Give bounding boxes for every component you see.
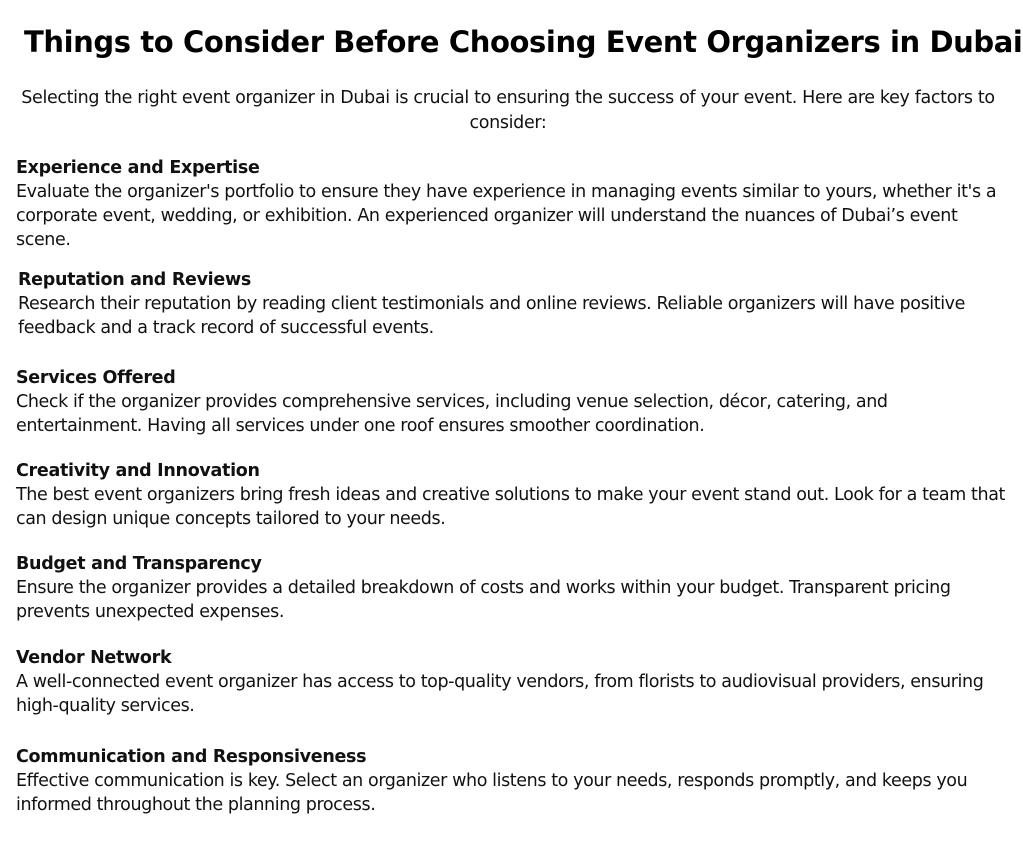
section-creativity-and-innovation [16,459,1006,531]
section-reputation-and-reviews [18,268,1008,340]
section-body: Evaluate the organizer's portfolio to ensure they have experience in managing events similar to yours, whether it's a corporate event, wedding, or exhibition. An experienced organizer will understand the nuances of Dubai’s event scene. [16,182,997,250]
section-heading: Vendor Network [16,648,172,668]
intro-paragraph: Selecting the right event organizer in Dubai is crucial to ensuring the success of your event. Here are key factors to consider: [21,88,995,133]
section-body: The best event organizers bring fresh ideas and creative solutions to make your event stand out. Look for a team that can design unique concepts tailored to your needs. [16,485,1005,529]
section-body: Check if the organizer provides comprehensive services, including venue selection, décor, catering, and entertainment. Having all services under one roof ensures smoother coordination. [16,392,888,436]
section-heading: Creativity and Innovation [16,461,260,481]
section-vendor-network [16,646,1006,718]
section-budget-and-transparency [16,552,1006,624]
section-heading: Budget and Transparency [16,554,262,574]
section-heading: Communication and Responsiveness [16,747,367,767]
section-heading: Experience and Expertise [16,158,260,178]
section-body: A well-connected event organizer has access to top-quality vendors, from florists to audiovisual providers, ensuring high-quality services. [16,672,984,716]
section-body: Effective communication is key. Select an organizer who listens to your needs, responds promptly, and keeps you informed throughout the planning process. [16,771,968,815]
section-body: Ensure the organizer provides a detailed breakdown of costs and works within your budget. Transparent pricing prevents unexpected expenses. [16,578,951,622]
section-communication-and-responsiveness [16,745,1006,817]
section-heading: Services Offered [16,368,176,388]
section-services-offered [16,366,1006,438]
section-experience-and-expertise [16,156,1006,252]
section-body: Research their reputation by reading client testimonials and online reviews. Reliable organizers will have positive feedback and a track record of successful events. [18,294,965,338]
page-title: Things to Consider Before Choosing Event Organizers in Dubai [24,25,1023,59]
section-heading: Reputation and Reviews [18,270,251,290]
